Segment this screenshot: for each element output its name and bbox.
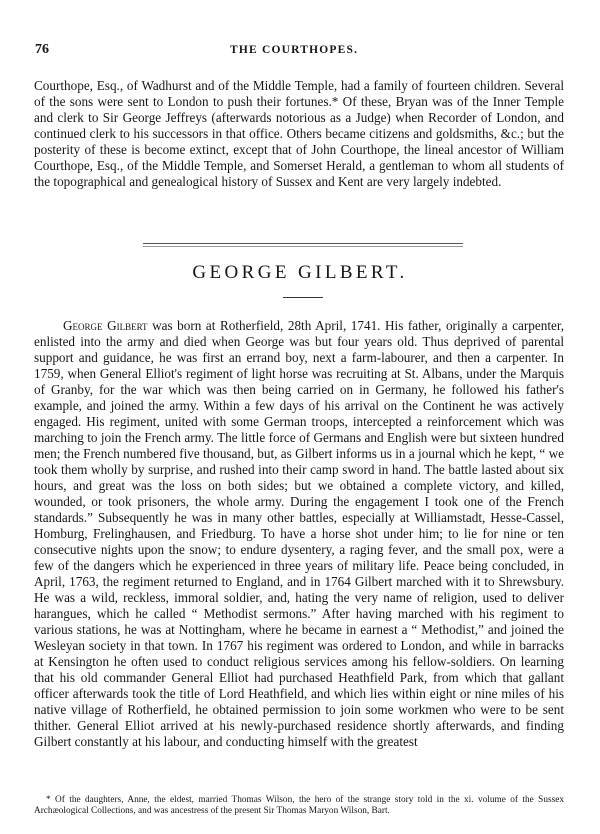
- section-divider: [143, 243, 463, 244]
- previous-section-paragraph: Courthope, Esq., of Wadhurst and of the Middle Temple, had a family of fourteen children. Several of the sons were sent to London to push their fortunes.* Of these, Bryan was of the Inner Temple and clerk to Sir George Jeffreys (afterwards notorious as a Judge) when Recorder of London, and continued clerk to his successors in that office. Others became citizens and goldsmiths, &c.; but the posterity of these is become extinct, except that of John Courthope, the lineal ancestor of William Courthope, Esq., of the Middle Temple, and Somerset Herald, a gentleman to whom all students of the topographical and genealogical history of Sussex and Kent are very largely indebted.: [34, 78, 564, 189]
- title-rule: [283, 297, 323, 298]
- previous-section: [34, 78, 564, 190]
- main-section: [34, 318, 564, 750]
- footnote: * Of the daughters, Anne, the eldest, married Thomas Wilson, the hero of the strange story told in the xi. volume of the Sussex Archæological Collections, and was ancestress of the present Sir Thomas Maryon Wilson, Bart.: [34, 795, 564, 816]
- section-divider-underline: [143, 246, 463, 247]
- running-head: [35, 42, 565, 60]
- footnote-area: [34, 795, 564, 817]
- main-paragraph: [34, 318, 564, 750]
- main-paragraph-text: was born at Rotherfield, 28th April, 1741. His father, originally a carpenter, enlisted into the army and died when George was but four years old. Thus deprived of parental support and guidance, he was first an errand boy, next a farm-labourer, and then a carpenter. In 1759, when General Elliot's regiment of light horse was recruiting at St. Albans, under the Marquis of Granby, for the war which was then being carried on in Germany, he followed his father's example, and joined the army. Within a few days of his arrival on the Continent he was actively engaged. His regiment, united with some German troops, intercepted a reinforcement which was marching to join the French army. The little force of Germans and English were but sixteen hundred men; the French numbered five thousand, but, as Gilbert informs us in a journal which he kept, “ we took them wholly by surprise, and rushed into their camp sword in hand. The battle lasted about six hours, and great was the loss on both sides; but we obtained a complete victory, and killed, wounded, or took prisoners, the whole army. During the engagement I took one of the French standards.” Subsequently he was in many other battles, especially at Williamstadt, Hesse-Cassel, Homburg, Frelinghausen, and Friedburg. To have a horse shot under him; to lie for nine or ten consecutive nights upon the snow; to endure dysentery, a raging fever, and the small pox, were a few of the dangers which he experienced in three years of military life. Peace being concluded, in April, 1763, the regiment returned to England, and in 1764 Gilbert marched with it to Shrewsbury. He was a wild, reckless, immoral soldier, and, hating the very name of religion, used to deliver harangues, which he called “ Methodist sermons.” After having marched with his regiment to various stations, he was at Nottingham, where he became in earnest a “ Methodist,” and joined the Wesleyan society in that town. In 1767 his regiment was ordered to London, and while in barracks at Kensington he often used to conduct religious services among his fellow-soldiers. On learning that his old commander General Elliot had purchased Heathfield Park, from which that gallant officer afterwards took the title of Lord Heathfield, and which lies within eight or nine miles of his native village of Rotherfield, he obtained permission to join some workmen who were to be sent thither. General Elliot arrived at his newly-purchased residence shortly afterwards, and finding Gilbert constantly at his labour, and conducting himself with the greatest: [34, 318, 565, 749]
- running-title: THE COURTHOPES.: [230, 44, 359, 56]
- section-title: GEORGE GILBERT.: [192, 262, 408, 283]
- lead-name: George Gilbert: [63, 318, 148, 333]
- page-number: 76: [35, 42, 49, 57]
